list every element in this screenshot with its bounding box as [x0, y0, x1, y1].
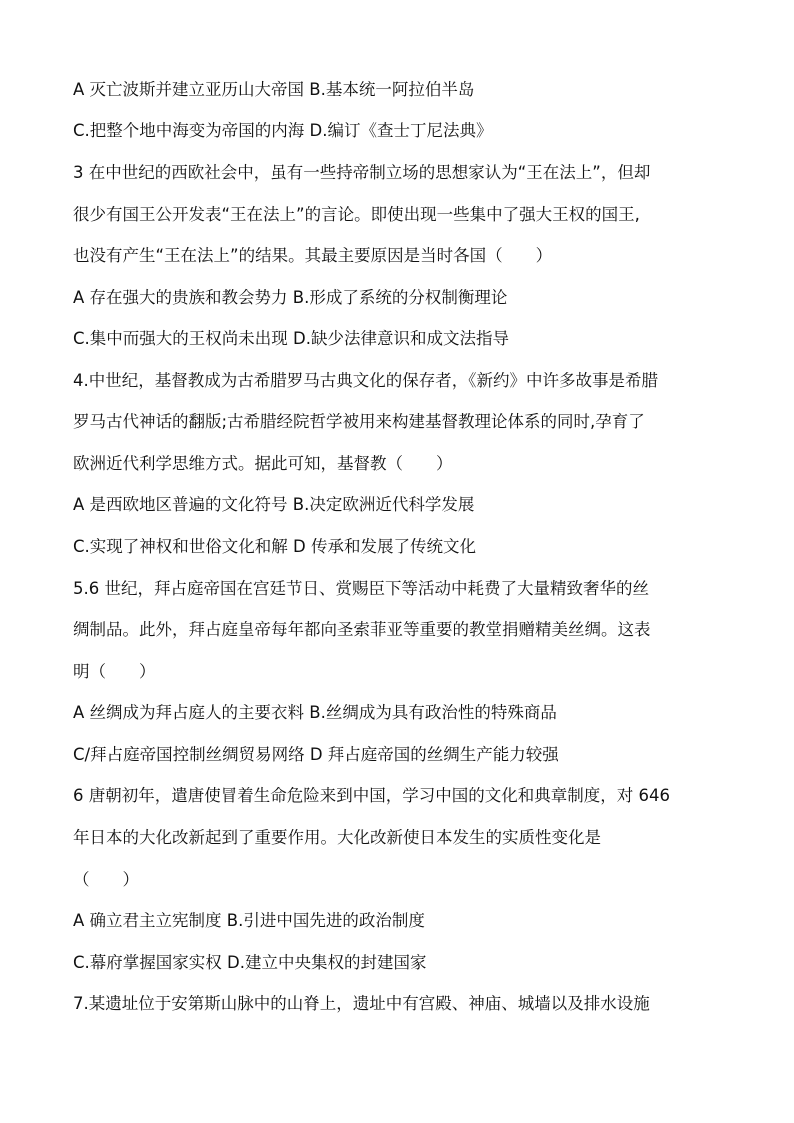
text-line: 4.中世纪，基督教成为古希腊罗马古典文化的保存者，《新约》中许多故事是希腊: [73, 371, 658, 390]
text-line: 也没有产生“王在法上”的结果。其最主要原因是当时各国（ ）: [73, 246, 553, 265]
text-line: A 存在强大的贵族和教会势力 B.形成了系统的分权制衡理论: [73, 288, 508, 307]
text-line: 6 唐朝初年，遣唐使冒着生命危险来到中国，学习中国的文化和典章制度，对 646: [73, 786, 670, 805]
text-line: A 确立君主立宪制度 B.引进中国先进的政治制度: [73, 911, 425, 930]
text-line: C/拜占庭帝国控制丝绸贸易网络 D 拜占庭帝国的丝绸生产能力较强: [73, 745, 559, 764]
text-line: 很少有国王公开发表“王在法上”的言论。即使出现一些集中了强大王权的国王,: [73, 205, 640, 224]
text-line: C.实现了神权和世俗文化和解 D 传承和发展了传统文化: [73, 537, 476, 556]
text-line: 明（ ）: [73, 662, 156, 681]
text-line: A 丝绸成为拜占庭人的主要衣料 B.丝绸成为具有政治性的特殊商品: [73, 703, 557, 722]
text-line: A 是西欧地区普遍的文化符号 B.决定欧洲近代科学发展: [73, 495, 475, 514]
text-line: 年日本的大化改新起到了重要作用。大化改新使日本发生的实质性变化是: [73, 828, 601, 847]
text-line: （ ）: [73, 870, 139, 889]
text-line: C.把整个地中海变为帝国的内海 D.编订《查士丁尼法典》: [73, 121, 493, 140]
text-line: C.集中而强大的王权尚未出现 D.缺少法律意识和成文法指导: [73, 329, 509, 348]
text-line: C.幕府掌握国家实权 D.建立中央集权的封建国家: [73, 953, 427, 972]
text-line: 3 在中世纪的西欧社会中，虽有一些持帝制立场的思想家认为“王在法上”，但却: [73, 163, 651, 182]
text-line: 7.某遗址位于安第斯山脉中的山脊上，遗址中有宫殿、神庙、城墙以及排水设施: [73, 994, 650, 1013]
text-line: 绸制品。此外，拜占庭皇帝每年都向圣索菲亚等重要的教堂捐赠精美丝绸。这表: [73, 620, 651, 639]
text-line: 5.6 世纪，拜占庭帝国在宫廷节日、赏赐臣下等活动中耗费了大量精致奢华的丝: [73, 579, 649, 598]
text-line: 欧洲近代利学思维方式。据此可知，基督教（ ）: [73, 454, 453, 473]
text-line: A 灭亡波斯并建立亚历山大帝国 B.基本统一阿拉伯半岛: [73, 80, 475, 99]
text-line: 罗马古代神话的翻版;古希腊经院哲学被用来构建基督教理论体系的同时,孕育了: [73, 412, 645, 431]
